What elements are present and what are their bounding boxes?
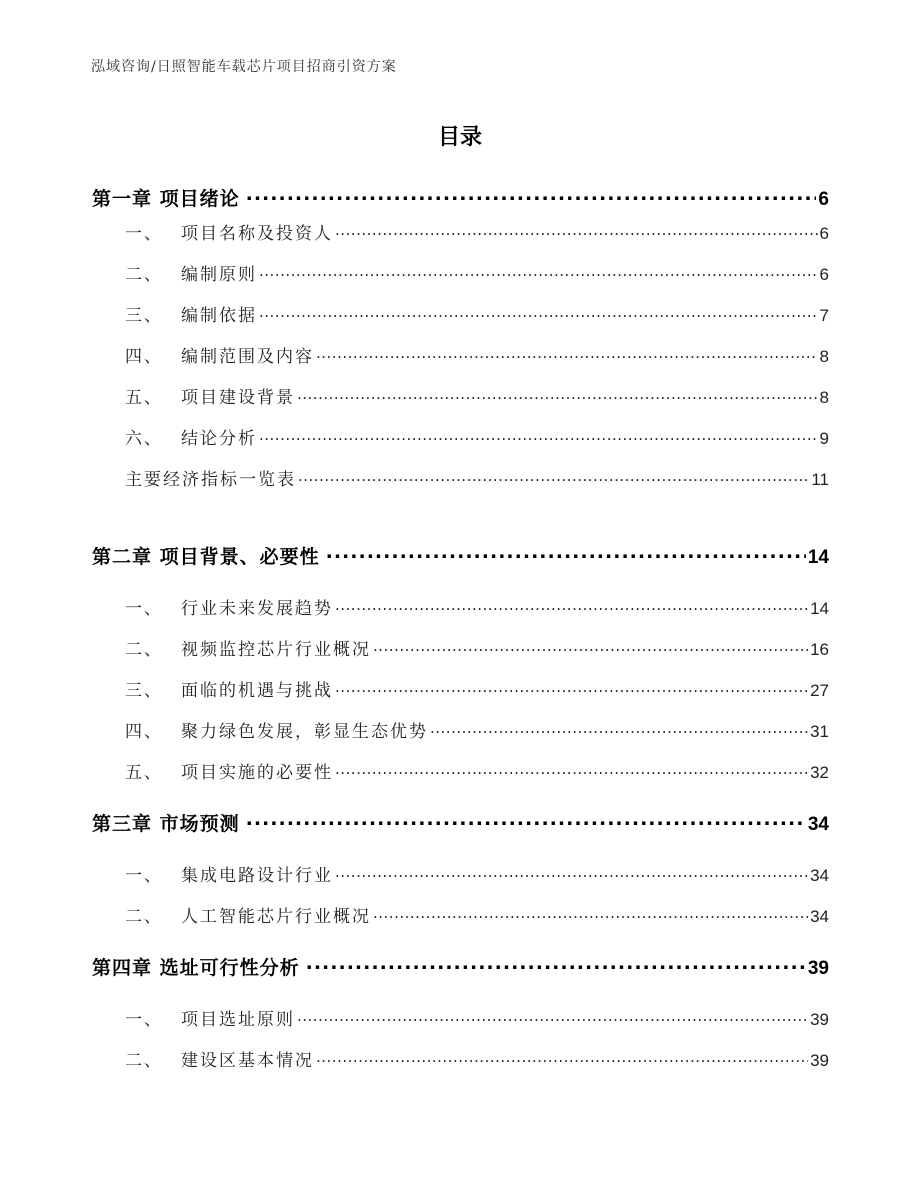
toc-entry-label: 人工智能芯片行业概况	[181, 907, 371, 927]
toc-section-entry[interactable]	[125, 424, 829, 449]
dot-leader	[259, 427, 818, 444]
toc-entry-label: 结论分析	[181, 429, 257, 449]
toc-entry-number: 三、	[125, 681, 163, 701]
dot-leader	[335, 679, 808, 696]
toc-page-number: 16	[810, 640, 829, 659]
toc-page-number: 6	[819, 265, 829, 284]
toc-page-number: 34	[810, 907, 829, 926]
toc-page-number: 34	[810, 866, 829, 885]
dot-leader	[316, 345, 818, 362]
running-header: 泓域咨询/日照智能车载芯片项目招商引资方案	[91, 59, 397, 75]
dot-leader	[326, 544, 806, 563]
toc-page-number: 11	[811, 470, 829, 489]
toc-entry-label: 主要经济指标一览表	[125, 470, 296, 490]
toc-entry-number: 一、	[125, 224, 163, 244]
toc-section-entry[interactable]	[125, 594, 829, 619]
toc-entry-label: 项目建设背景	[181, 388, 295, 408]
toc-section-entry[interactable]	[125, 342, 829, 367]
dot-leader	[373, 638, 808, 655]
toc-page-number: 39	[807, 958, 829, 979]
toc-entry-number: 二、	[125, 1051, 163, 1071]
toc-page-number: 27	[810, 681, 829, 700]
toc-entry-number: 一、	[125, 866, 163, 886]
toc-page-number: 8	[819, 388, 829, 407]
toc-entry-label: 面临的机遇与挑战	[181, 681, 333, 701]
toc-chapter-entry[interactable]	[92, 953, 829, 980]
toc-section-entry[interactable]	[125, 635, 829, 660]
toc-page-number: 34	[807, 814, 829, 835]
toc-section-entry[interactable]	[125, 1046, 829, 1071]
toc-section-entry[interactable]	[125, 758, 829, 783]
toc-entry-number: 六、	[125, 429, 163, 449]
dot-leader	[298, 468, 809, 485]
toc-page-number: 7	[819, 306, 829, 325]
toc-entry-label: 编制原则	[181, 265, 257, 285]
toc-section-entry[interactable]	[125, 383, 829, 408]
toc-section-entry[interactable]	[125, 717, 829, 742]
toc-page-number: 39	[810, 1051, 829, 1070]
dot-leader	[259, 263, 818, 280]
toc-chapter-entry[interactable]	[92, 542, 829, 569]
dot-leader	[297, 386, 818, 403]
toc-entry-number: 二、	[125, 640, 163, 660]
toc-entry-number: 四、	[125, 722, 163, 742]
toc-chapter-entry[interactable]	[92, 809, 829, 836]
toc-section-entry[interactable]	[125, 219, 829, 244]
dot-leader	[259, 304, 818, 321]
toc-entry-label: 第三章 市场预测	[92, 813, 240, 835]
dot-leader	[246, 811, 806, 830]
toc-entry-label: 第二章 项目背景、必要性	[92, 546, 320, 568]
dot-leader	[335, 222, 818, 239]
toc-entry-label: 项目名称及投资人	[181, 224, 333, 244]
toc-entry-label: 编制依据	[181, 306, 257, 326]
toc-page-number: 8	[819, 347, 829, 366]
dot-leader	[335, 761, 808, 778]
toc-section-entry[interactable]	[125, 902, 829, 927]
toc-page-number: 9	[819, 429, 829, 448]
toc-entry-label: 行业未来发展趋势	[181, 599, 333, 619]
toc-entry-label: 第一章 项目绪论	[92, 188, 240, 210]
toc-entry-label: 集成电路设计行业	[181, 866, 333, 886]
toc-entry-label: 项目实施的必要性	[181, 763, 333, 783]
toc-page-number: 39	[810, 1010, 829, 1029]
dot-leader	[297, 1008, 808, 1025]
dot-leader	[306, 955, 806, 974]
toc-entry-number: 二、	[125, 907, 163, 927]
toc-entry-number: 五、	[125, 388, 163, 408]
toc-entry-number: 五、	[125, 763, 163, 783]
toc-section-entry[interactable]	[125, 465, 829, 490]
toc-entry-label: 建设区基本情况	[181, 1051, 314, 1071]
toc-page-number: 14	[810, 599, 829, 618]
dot-leader	[373, 905, 808, 922]
toc-page-number: 6	[818, 189, 829, 210]
toc-section-entry[interactable]	[125, 1005, 829, 1030]
toc-section-entry[interactable]	[125, 861, 829, 886]
toc-entry-label: 项目选址原则	[181, 1010, 295, 1030]
toc-chapter-entry[interactable]	[92, 184, 829, 211]
toc-entry-label: 聚力绿色发展，彰显生态优势	[181, 722, 428, 742]
toc-page-number: 31	[810, 722, 829, 741]
toc-section-entry[interactable]	[125, 676, 829, 701]
dot-leader	[335, 864, 808, 881]
toc-entry-number: 一、	[125, 1010, 163, 1030]
toc-page-number: 14	[807, 547, 829, 568]
toc-entry-number: 一、	[125, 599, 163, 619]
toc-entry-label: 编制范围及内容	[181, 347, 314, 367]
toc-entry-number: 二、	[125, 265, 163, 285]
toc-entry-number: 四、	[125, 347, 163, 367]
toc-page-number: 6	[819, 224, 829, 243]
dot-leader	[430, 720, 808, 737]
toc-entry-label: 第四章 选址可行性分析	[92, 957, 300, 979]
toc-section-entry[interactable]	[125, 301, 829, 326]
dot-leader	[246, 186, 817, 205]
toc-page-number: 32	[810, 763, 829, 782]
toc-section-entry[interactable]	[125, 260, 829, 285]
dot-leader	[316, 1049, 808, 1066]
toc-entry-label: 视频监控芯片行业概况	[181, 640, 371, 660]
toc-title: 目录	[437, 125, 482, 150]
dot-leader	[335, 597, 808, 614]
toc-entry-number: 三、	[125, 306, 163, 326]
